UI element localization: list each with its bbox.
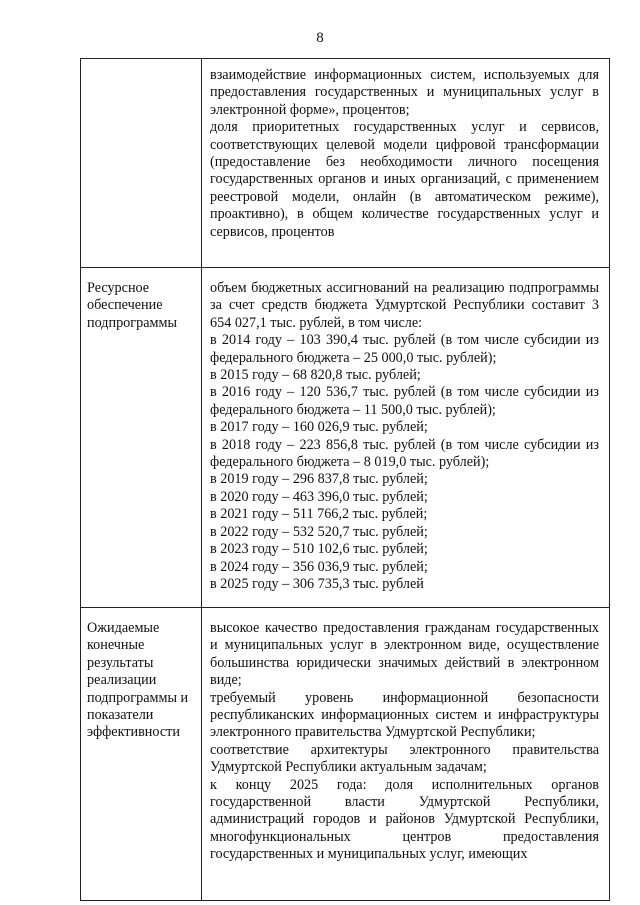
page-number: 8 [316,30,324,46]
content-line: в 2015 году – 68 820,8 тыс. рублей; [210,367,421,384]
content-line: доля приоритетных государственных услуг и сервисов, соответствующих целевой модели цифровой трансформации (предоставление без необходимости личного посещения государственных органов и иных организаций, с применением реестровой модели, онлайн (в автоматическом режиме), проактивно), в общем количестве государственных услуг и сервисов, процентов [210,119,599,240]
table-row [81,59,610,268]
content-line: требуемый уровень информационной безопасности республиканских информационных систем и инфраструктуры электронного правительства Удмуртской Республики; [210,689,599,741]
row-content-cell [202,608,610,901]
content-line: в 2018 году – 223 856,8 тыс. рублей (в том числе субсидии из федерального бюджета – 8 019,0 тыс. рублей); [210,436,599,471]
row-content-cell [202,59,610,268]
content-line: высокое качество предоставления гражданам государственных и муниципальных услуг в электронном виде, осуществление большинства юридически значимых действий в электронном виде; [210,620,599,689]
content-line: в 2021 году – 511 766,2 тыс. рублей; [210,506,428,523]
row-label-cell [81,59,202,268]
row-label-cell [81,268,202,608]
passport-table [80,58,610,901]
content-line: в 2019 году – 296 837,8 тыс. рублей; [210,471,428,488]
table-row [81,268,610,608]
row-label: Ресурсное обеспечение подпрограммы [87,280,177,331]
content-line: в 2016 году – 120 536,7 тыс. рублей (в том числе субсидии из федерального бюджета – 11 500,0 тыс. рублей); [210,384,599,418]
content-line: в 2014 году – 103 390,4 тыс. рублей (в том числе субсидии из федерального бюджета – 25 000,0 тыс. рублей); [210,332,599,366]
content-line: в 2017 году – 160 026,9 тыс. рублей; [210,419,428,436]
content-line: в 2025 году – 306 735,3 тыс. рублей [210,575,424,592]
row-label: Ожидаемые конечные результаты реализации подпрограммы и показатели эффективности [87,620,189,741]
content-line: соответствие архитектуры электронного правительства Удмуртской Республики актуальным задачам; [210,741,599,776]
content-line: в 2022 году – 532 520,7 тыс. рублей; [210,523,428,540]
content-line: к концу 2025 года: доля исполнительных органов государственной власти Удмуртской Республики, администраций городов и районов Удмуртской Республики, многофункциональных центров предоставления государственных и муниципальных услуг, имеющих [210,776,599,863]
content-line: объем бюджетных ассигнований на реализацию подпрограммы за счет средств бюджета Удмуртской Республики составит 3 654 027,1 тыс. рублей, в том числе: [210,280,599,331]
content-line: взаимодействие информационных систем, используемых для предоставления государственных и муниципальных услуг в электронной форме», процентов; [210,67,599,118]
row-content-cell [202,268,610,608]
content-line: в 2023 году – 510 102,6 тыс. рублей; [210,541,428,558]
content-line: в 2020 году – 463 396,0 тыс. рублей; [210,488,428,505]
row-label-cell [81,608,202,901]
content-line: в 2024 году – 356 036,9 тыс. рублей; [210,558,428,575]
table-row [81,608,610,901]
